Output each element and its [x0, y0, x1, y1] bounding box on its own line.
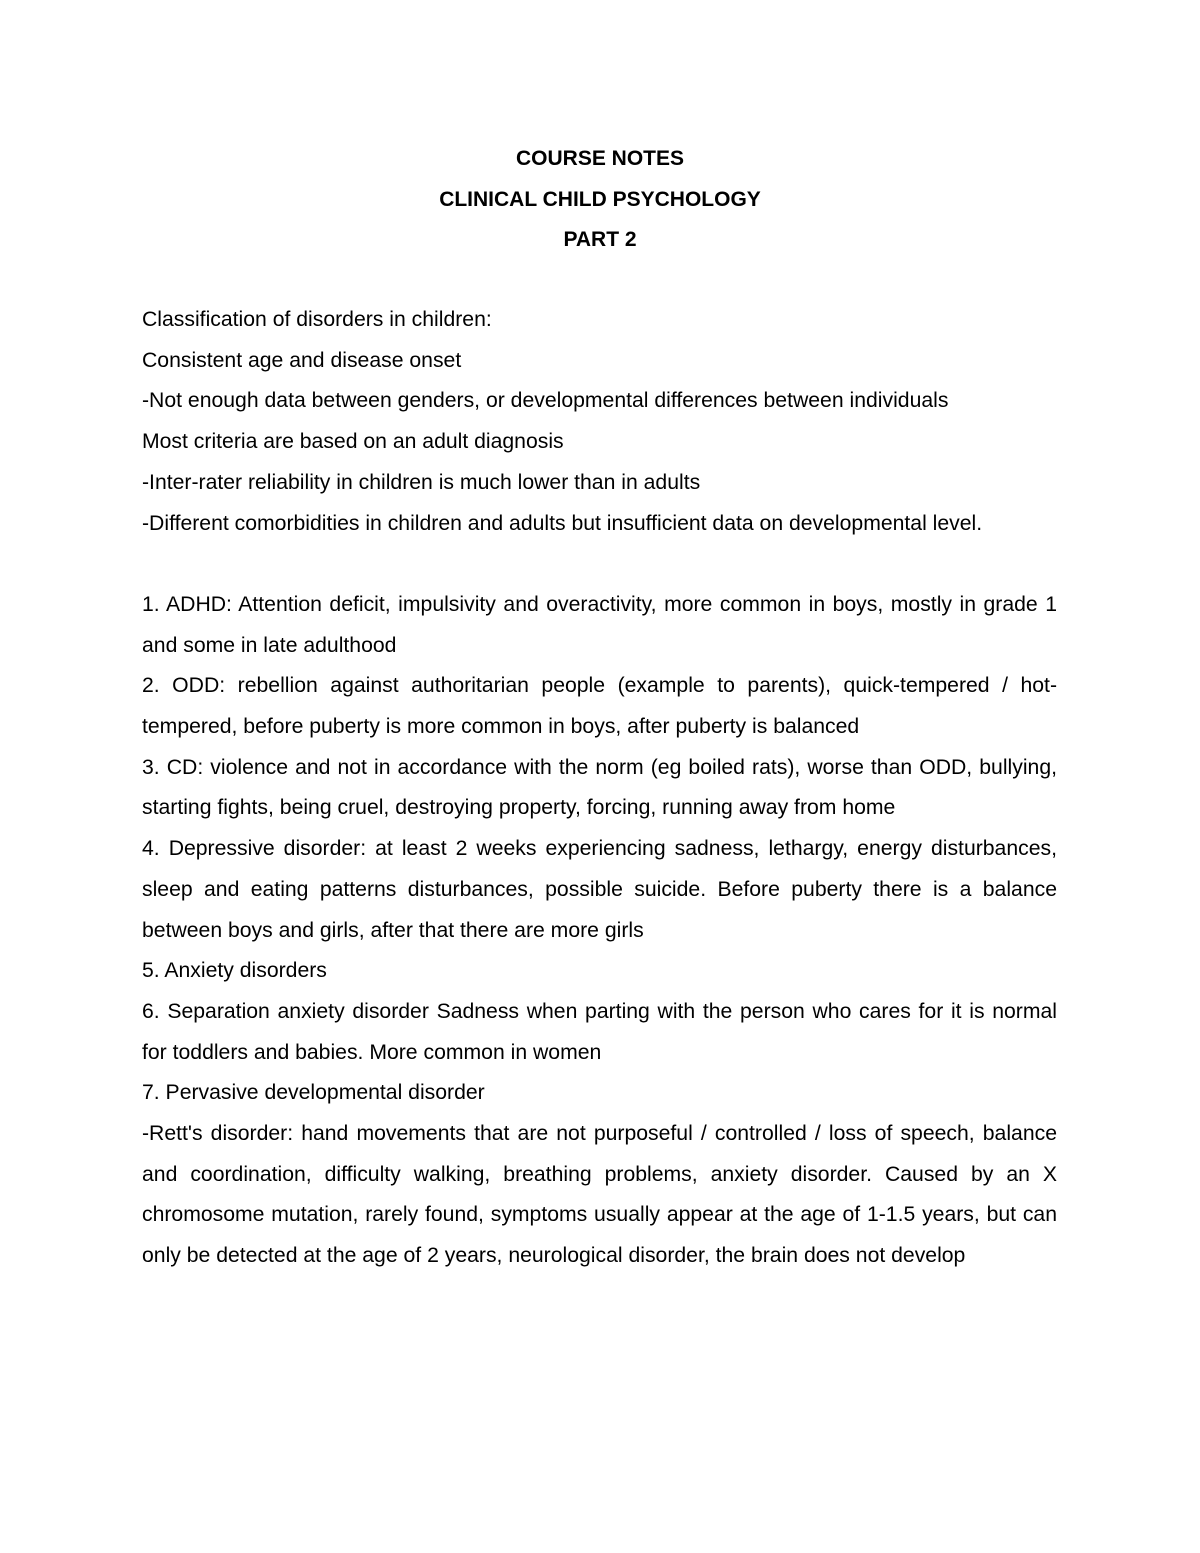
intro-line: Most criteria are based on an adult diagnosis [142, 430, 564, 454]
intro-line: -Inter-rater reliability in children is much lower than in adults [142, 470, 701, 494]
title-line-subject: CLINICAL CHILD PSYCHOLOGY [439, 187, 761, 211]
paragraph-spacer [142, 544, 1057, 585]
list-item-adhd: 1. ADHD: Attention deficit, impulsivity and overactivity, more common in boys, mostly in grade 1 and some in late adulthood [142, 592, 1057, 657]
list-item-depressive-disorder: 4. Depressive disorder: at least 2 weeks experiencing sadness, lethargy, energy disturbances, sleep and eating patterns disturbances, possible suicide. Before puberty there is a balance between boys and girls, after that there are more girls [142, 837, 1057, 942]
title-line-part: PART 2 [563, 228, 637, 252]
intro-line: Consistent age and disease onset [142, 348, 462, 372]
list-item-odd: 2. ODD: rebellion against authoritarian people (example to parents), quick-tempered / hot-tempered, before puberty is more common in boys, after puberty is balanced [142, 674, 1057, 739]
list-item-separation-anxiety: 6. Separation anxiety disorder Sadness when parting with the person who cares for it is normal for toddlers and babies. More common in women [142, 999, 1057, 1064]
list-item-anxiety-disorders: 5. Anxiety disorders [142, 959, 327, 983]
document-title [0, 139, 1200, 261]
list-item-retts-disorder: -Rett's disorder: hand movements that are not purposeful / controlled / loss of speech, balance and coordination, difficulty walking, breathing problems, anxiety disorder. Caused by an X chromosome mutation, rarely found, symptoms usually appear at the age of 1-1.5 years, but can only be detected at the age of 2 years, neurological disorder, the brain does not develop [142, 1122, 1057, 1268]
list-item-pervasive-developmental: 7. Pervasive developmental disorder [142, 1081, 485, 1105]
intro-line: -Not enough data between genders, or developmental differences between individuals [142, 389, 949, 413]
intro-line: -Different comorbidities in children and adults but insufficient data on developmental level. [142, 511, 983, 535]
intro-heading: Classification of disorders in children: [142, 308, 492, 331]
list-item-cd: 3. CD: violence and not in accordance with the norm (eg boiled rats), worse than ODD, bullying, starting fights, being cruel, destroying property, forcing, running away from home [142, 755, 1057, 820]
title-line-course-notes: COURSE NOTES [515, 147, 685, 170]
document-body [142, 300, 1057, 1277]
